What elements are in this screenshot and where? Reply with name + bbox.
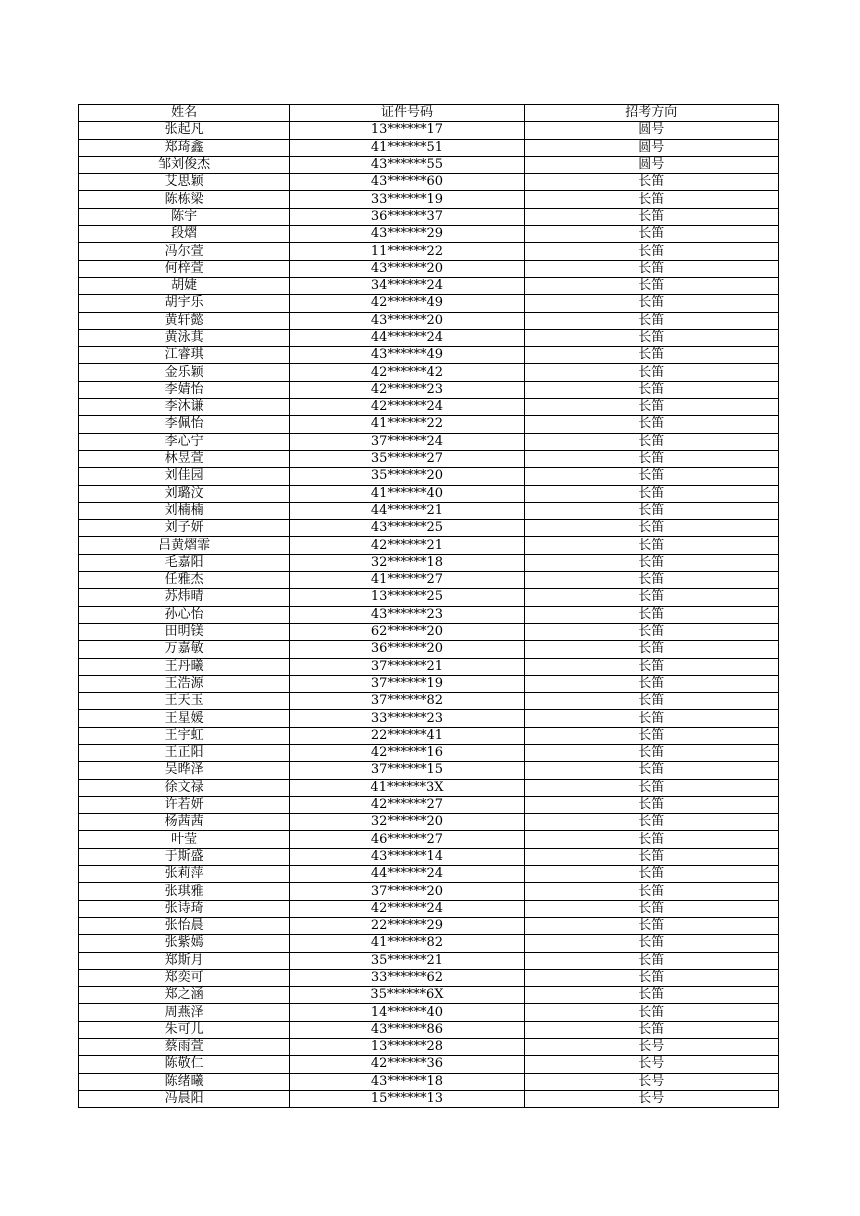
cell-id-number: 37******20 (290, 883, 524, 900)
cell-name: 于斯盛 (79, 848, 290, 865)
cell-id-number: 62******20 (290, 623, 524, 640)
cell-direction: 长笛 (524, 191, 778, 208)
cell-direction: 长笛 (524, 935, 778, 952)
cell-name: 王天玉 (79, 693, 290, 710)
cell-id-number: 13******28 (290, 1039, 524, 1056)
table-row (79, 658, 779, 675)
cell-direction: 长笛 (524, 866, 778, 883)
cell-name: 王正阳 (79, 744, 290, 761)
cell-id-number: 37******24 (290, 433, 524, 450)
cell-id-number: 13******25 (290, 589, 524, 606)
table-row (79, 917, 779, 934)
cell-id-number: 43******23 (290, 606, 524, 623)
cell-id-number: 43******29 (290, 226, 524, 243)
cell-direction: 长笛 (524, 675, 778, 692)
cell-direction: 长笛 (524, 589, 778, 606)
table-row (79, 122, 779, 139)
cell-direction: 长笛 (524, 226, 778, 243)
cell-direction: 长笛 (524, 710, 778, 727)
cell-name: 孙心怡 (79, 606, 290, 623)
table-row (79, 450, 779, 467)
table-row (79, 485, 779, 502)
table-row (79, 1056, 779, 1073)
cell-name: 刘璐汶 (79, 485, 290, 502)
cell-name: 陈敬仁 (79, 1056, 290, 1073)
table-row (79, 641, 779, 658)
cell-name: 郑琦鑫 (79, 139, 290, 156)
cell-id-number: 43******25 (290, 520, 524, 537)
cell-direction: 长笛 (524, 831, 778, 848)
cell-name: 蔡雨萱 (79, 1039, 290, 1056)
cell-direction: 长笛 (524, 658, 778, 675)
cell-id-number: 36******37 (290, 208, 524, 225)
cell-id-number: 35******21 (290, 952, 524, 969)
cell-id-number: 34******24 (290, 277, 524, 294)
cell-direction: 长笛 (524, 693, 778, 710)
cell-direction: 长笛 (524, 243, 778, 260)
cell-name: 刘佳园 (79, 468, 290, 485)
cell-name: 王丹曦 (79, 658, 290, 675)
table-row (79, 900, 779, 917)
cell-name: 徐文禄 (79, 779, 290, 796)
cell-id-number: 37******19 (290, 675, 524, 692)
cell-direction: 长笛 (524, 260, 778, 277)
table-row (79, 468, 779, 485)
cell-direction: 长笛 (524, 952, 778, 969)
cell-name: 林昱萱 (79, 450, 290, 467)
cell-id-number: 42******21 (290, 537, 524, 554)
cell-id-number: 33******23 (290, 710, 524, 727)
cell-direction: 长笛 (524, 987, 778, 1004)
table-row (79, 1021, 779, 1038)
cell-name: 江睿琪 (79, 347, 290, 364)
cell-name: 冯尔萱 (79, 243, 290, 260)
cell-id-number: 36******20 (290, 641, 524, 658)
cell-direction: 圆号 (524, 156, 778, 173)
cell-direction: 长笛 (524, 900, 778, 917)
table-row (79, 243, 779, 260)
cell-name: 段熠 (79, 226, 290, 243)
table-row (79, 952, 779, 969)
cell-direction: 长笛 (524, 295, 778, 312)
cell-id-number: 35******20 (290, 468, 524, 485)
cell-name: 周燕泽 (79, 1004, 290, 1021)
cell-name: 万嘉敏 (79, 641, 290, 658)
cell-id-number: 32******20 (290, 814, 524, 831)
table-row (79, 762, 779, 779)
cell-id-number: 43******20 (290, 260, 524, 277)
cell-direction: 长笛 (524, 917, 778, 934)
table-row (79, 399, 779, 416)
table-row (79, 1073, 779, 1090)
cell-direction: 长笛 (524, 606, 778, 623)
table-row (79, 226, 779, 243)
table-row (79, 312, 779, 329)
cell-id-number: 37******21 (290, 658, 524, 675)
cell-id-number: 42******24 (290, 399, 524, 416)
cell-direction: 长笛 (524, 1004, 778, 1021)
table-row (79, 208, 779, 225)
table-row (79, 520, 779, 537)
header-row (79, 105, 779, 122)
cell-id-number: 13******17 (290, 122, 524, 139)
table-row (79, 554, 779, 571)
table-row (79, 866, 779, 883)
cell-id-number: 41******51 (290, 139, 524, 156)
table-row (79, 156, 779, 173)
cell-id-number: 41******22 (290, 416, 524, 433)
cell-id-number: 37******82 (290, 693, 524, 710)
cell-id-number: 41******3X (290, 779, 524, 796)
cell-name: 叶莹 (79, 831, 290, 848)
cell-id-number: 33******19 (290, 191, 524, 208)
cell-name: 刘子妍 (79, 520, 290, 537)
cell-direction: 长笛 (524, 502, 778, 519)
cell-direction: 长笛 (524, 433, 778, 450)
table-row (79, 433, 779, 450)
cell-id-number: 22******41 (290, 727, 524, 744)
cell-name: 陈栋梁 (79, 191, 290, 208)
cell-name: 张紫嫣 (79, 935, 290, 952)
cell-name: 杨茜茜 (79, 814, 290, 831)
cell-name: 田明镁 (79, 623, 290, 640)
cell-name: 王星媛 (79, 710, 290, 727)
cell-name: 王宇虹 (79, 727, 290, 744)
cell-name: 金乐颖 (79, 364, 290, 381)
cell-id-number: 33******62 (290, 969, 524, 986)
table-row (79, 1004, 779, 1021)
cell-direction: 长笛 (524, 381, 778, 398)
table-row (79, 606, 779, 623)
cell-name: 毛嘉阳 (79, 554, 290, 571)
cell-id-number: 35******27 (290, 450, 524, 467)
table-row (79, 295, 779, 312)
table-row (79, 364, 779, 381)
cell-id-number: 22******29 (290, 917, 524, 934)
column-header-id-number: 证件号码 (290, 105, 524, 122)
cell-direction: 长号 (524, 1073, 778, 1090)
cell-direction: 长号 (524, 1039, 778, 1056)
cell-id-number: 42******36 (290, 1056, 524, 1073)
cell-id-number: 43******20 (290, 312, 524, 329)
cell-name: 邹刘俊杰 (79, 156, 290, 173)
cell-name: 李沐谦 (79, 399, 290, 416)
table-row (79, 814, 779, 831)
cell-id-number: 42******16 (290, 744, 524, 761)
cell-direction: 圆号 (524, 122, 778, 139)
table-row (79, 277, 779, 294)
cell-name: 张琪雅 (79, 883, 290, 900)
cell-name: 郑奕可 (79, 969, 290, 986)
cell-direction: 长笛 (524, 364, 778, 381)
cell-id-number: 43******60 (290, 174, 524, 191)
cell-name: 李婧怡 (79, 381, 290, 398)
cell-direction: 长笛 (524, 450, 778, 467)
cell-direction: 长笛 (524, 399, 778, 416)
table-row (79, 1039, 779, 1056)
table-row (79, 347, 779, 364)
cell-name: 黄轩懿 (79, 312, 290, 329)
table-row (79, 191, 779, 208)
cell-direction: 长笛 (524, 969, 778, 986)
cell-name: 王浩源 (79, 675, 290, 692)
cell-direction: 长笛 (524, 623, 778, 640)
cell-direction: 长号 (524, 1056, 778, 1073)
cell-name: 李心宁 (79, 433, 290, 450)
cell-direction: 长笛 (524, 174, 778, 191)
cell-name: 刘楠楠 (79, 502, 290, 519)
cell-id-number: 43******86 (290, 1021, 524, 1038)
cell-name: 吕黄熠霏 (79, 537, 290, 554)
cell-name: 朱可儿 (79, 1021, 290, 1038)
cell-direction: 长笛 (524, 762, 778, 779)
cell-name: 郑斯月 (79, 952, 290, 969)
table-row (79, 969, 779, 986)
cell-id-number: 37******15 (290, 762, 524, 779)
cell-id-number: 15******13 (290, 1090, 524, 1107)
cell-direction: 长号 (524, 1090, 778, 1107)
cell-direction: 长笛 (524, 883, 778, 900)
cell-direction: 长笛 (524, 744, 778, 761)
cell-direction: 长笛 (524, 554, 778, 571)
table-row (79, 174, 779, 191)
cell-name: 李佩怡 (79, 416, 290, 433)
cell-id-number: 14******40 (290, 1004, 524, 1021)
cell-name: 黄泳萁 (79, 329, 290, 346)
cell-name: 陈宇 (79, 208, 290, 225)
column-header-name: 姓名 (79, 105, 290, 122)
cell-id-number: 42******23 (290, 381, 524, 398)
table-row (79, 727, 779, 744)
table-row (79, 416, 779, 433)
cell-name: 郑之涵 (79, 987, 290, 1004)
cell-name: 吴晔泽 (79, 762, 290, 779)
table-row (79, 744, 779, 761)
table-body (79, 122, 779, 1108)
table-row (79, 537, 779, 554)
cell-direction: 长笛 (524, 485, 778, 502)
table-row (79, 779, 779, 796)
cell-direction: 长笛 (524, 347, 778, 364)
cell-id-number: 43******55 (290, 156, 524, 173)
table-row (79, 675, 779, 692)
cell-name: 胡婕 (79, 277, 290, 294)
cell-name: 冯晨阳 (79, 1090, 290, 1107)
table-row (79, 1090, 779, 1107)
cell-id-number: 46******27 (290, 831, 524, 848)
table-row (79, 693, 779, 710)
cell-direction: 长笛 (524, 208, 778, 225)
cell-id-number: 42******42 (290, 364, 524, 381)
table-row (79, 848, 779, 865)
cell-id-number: 41******82 (290, 935, 524, 952)
cell-name: 张起凡 (79, 122, 290, 139)
cell-direction: 长笛 (524, 641, 778, 658)
cell-name: 苏炜晴 (79, 589, 290, 606)
cell-id-number: 32******18 (290, 554, 524, 571)
cell-id-number: 41******27 (290, 572, 524, 589)
column-header-direction: 招考方向 (524, 105, 778, 122)
cell-direction: 长笛 (524, 572, 778, 589)
cell-direction: 长笛 (524, 468, 778, 485)
table-row (79, 589, 779, 606)
cell-id-number: 42******27 (290, 796, 524, 813)
table-row (79, 796, 779, 813)
cell-name: 许若妍 (79, 796, 290, 813)
cell-direction: 长笛 (524, 416, 778, 433)
cell-id-number: 44******24 (290, 329, 524, 346)
table-row (79, 139, 779, 156)
cell-name: 艾思颖 (79, 174, 290, 191)
table-row (79, 710, 779, 727)
table-row (79, 381, 779, 398)
cell-id-number: 44******21 (290, 502, 524, 519)
table-row (79, 260, 779, 277)
cell-direction: 长笛 (524, 520, 778, 537)
table-row (79, 329, 779, 346)
cell-name: 张莉萍 (79, 866, 290, 883)
table-row (79, 623, 779, 640)
cell-direction: 长笛 (524, 1021, 778, 1038)
cell-id-number: 44******24 (290, 866, 524, 883)
cell-id-number: 42******49 (290, 295, 524, 312)
cell-direction: 长笛 (524, 277, 778, 294)
table-row (79, 831, 779, 848)
cell-direction: 长笛 (524, 727, 778, 744)
cell-name: 任雅杰 (79, 572, 290, 589)
cell-direction: 长笛 (524, 796, 778, 813)
cell-direction: 长笛 (524, 537, 778, 554)
cell-direction: 圆号 (524, 139, 778, 156)
cell-id-number: 43******49 (290, 347, 524, 364)
cell-id-number: 42******24 (290, 900, 524, 917)
cell-direction: 长笛 (524, 848, 778, 865)
cell-id-number: 35******6X (290, 987, 524, 1004)
cell-name: 张诗琦 (79, 900, 290, 917)
cell-direction: 长笛 (524, 814, 778, 831)
table-row (79, 987, 779, 1004)
cell-id-number: 43******14 (290, 848, 524, 865)
table-row (79, 883, 779, 900)
cell-name: 何梓萱 (79, 260, 290, 277)
cell-direction: 长笛 (524, 779, 778, 796)
cell-id-number: 41******40 (290, 485, 524, 502)
cell-direction: 长笛 (524, 312, 778, 329)
cell-id-number: 43******18 (290, 1073, 524, 1090)
table-row (79, 502, 779, 519)
roster-table (78, 104, 779, 1108)
table-row (79, 935, 779, 952)
cell-direction: 长笛 (524, 329, 778, 346)
cell-name: 陈绪曦 (79, 1073, 290, 1090)
table-row (79, 572, 779, 589)
cell-id-number: 11******22 (290, 243, 524, 260)
cell-name: 张怡晨 (79, 917, 290, 934)
cell-name: 胡宇乐 (79, 295, 290, 312)
